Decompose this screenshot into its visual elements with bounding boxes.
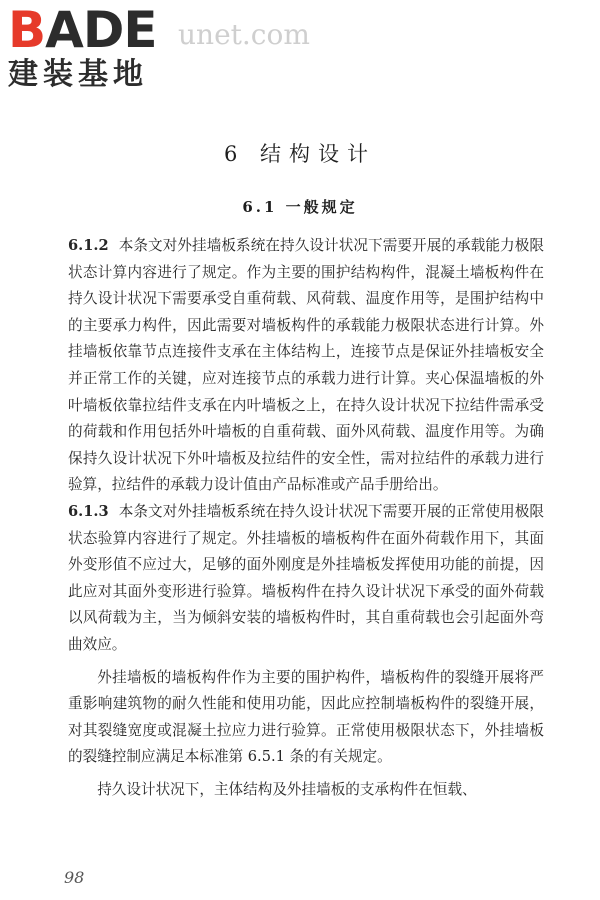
body-text [68,233,544,803]
logo-wordmark [8,1,157,59]
page-number: 98 [64,868,85,887]
paragraph-text: 本条文对外挂墙板系统在持久设计状况下需要开展的承载能力极限状态计算内容进行了规定。作为主要的围护结构构件，混凝土墙板构件在持久设计状况下需要承受自重荷载、风荷载、温度作用等，是围护结构中的主要承力构件，因此需要对墙板构件的承载能力极限状态进行计算。外挂墙板依靠节点连接件支承在主体结构上，连接节点是保证外挂墙板安全并正常工作的关键，应对连接节点的承载力进行计算。夹心保温墙板的外叶墙板依靠拉结件支承在内叶墙板之上，在持久设计状况下拉结件需承受的荷载和作用包括外叶墙板的自重荷载、面外风荷载、温度作用等。为确保持久设计状况下外叶墙板及拉结件的安全性，需对拉结件的承载力进行验算，拉结件的承载力设计值由产品标准或产品手册给出。 [68,237,544,494]
watermark: unet.com [178,18,310,51]
logo-accent-letter: B [8,1,46,59]
section-title: 6.1 一般规定 [242,198,358,216]
paragraph-continued: 持久设计状况下，主体结构及外挂墙板的支承构件在恒载、 [97,780,477,798]
logo-subtitle: 建装基地 [8,57,148,92]
paragraph-6-1-3 [68,499,544,659]
clause-number: 6.1.3 [68,502,109,520]
clause-number: 6.1.2 [68,237,109,254]
logo [8,1,157,92]
logo-rest-letters: ADE [45,1,157,59]
chapter-title: 6 结构设计 [223,142,377,166]
paragraph-text: 本条文对外挂墙板系统在持久设计状况下需要开展的正常使用极限状态验算内容进行了规定。外挂墙板的墙板构件在面外荷载作用下，其面外变形值不应过大，足够的面外刚度是外挂墙板发挥使用功能的前提，因此应对其面外变形进行验算。墙板构件在持久设计状况下承受的面外荷载以风荷载为主，当为倾斜安装的墙板构件时，其自重荷载也会引起面外弯曲效应。 [68,502,544,653]
paragraph-cracks: 外挂墙板的墙板构件作为主要的围护构件，墙板构件的裂缝开展将严重影响建筑物的耐久性能和使用功能，因此应控制墙板构件的裂缝开展，对其裂缝宽度或混凝土拉应力进行验算。正常使用极限状态下，外挂墙板的裂缝控制应满足本标准第 6.5.1 条的有关规定。 [68,668,544,766]
paragraph-6-1-2 [68,233,544,499]
